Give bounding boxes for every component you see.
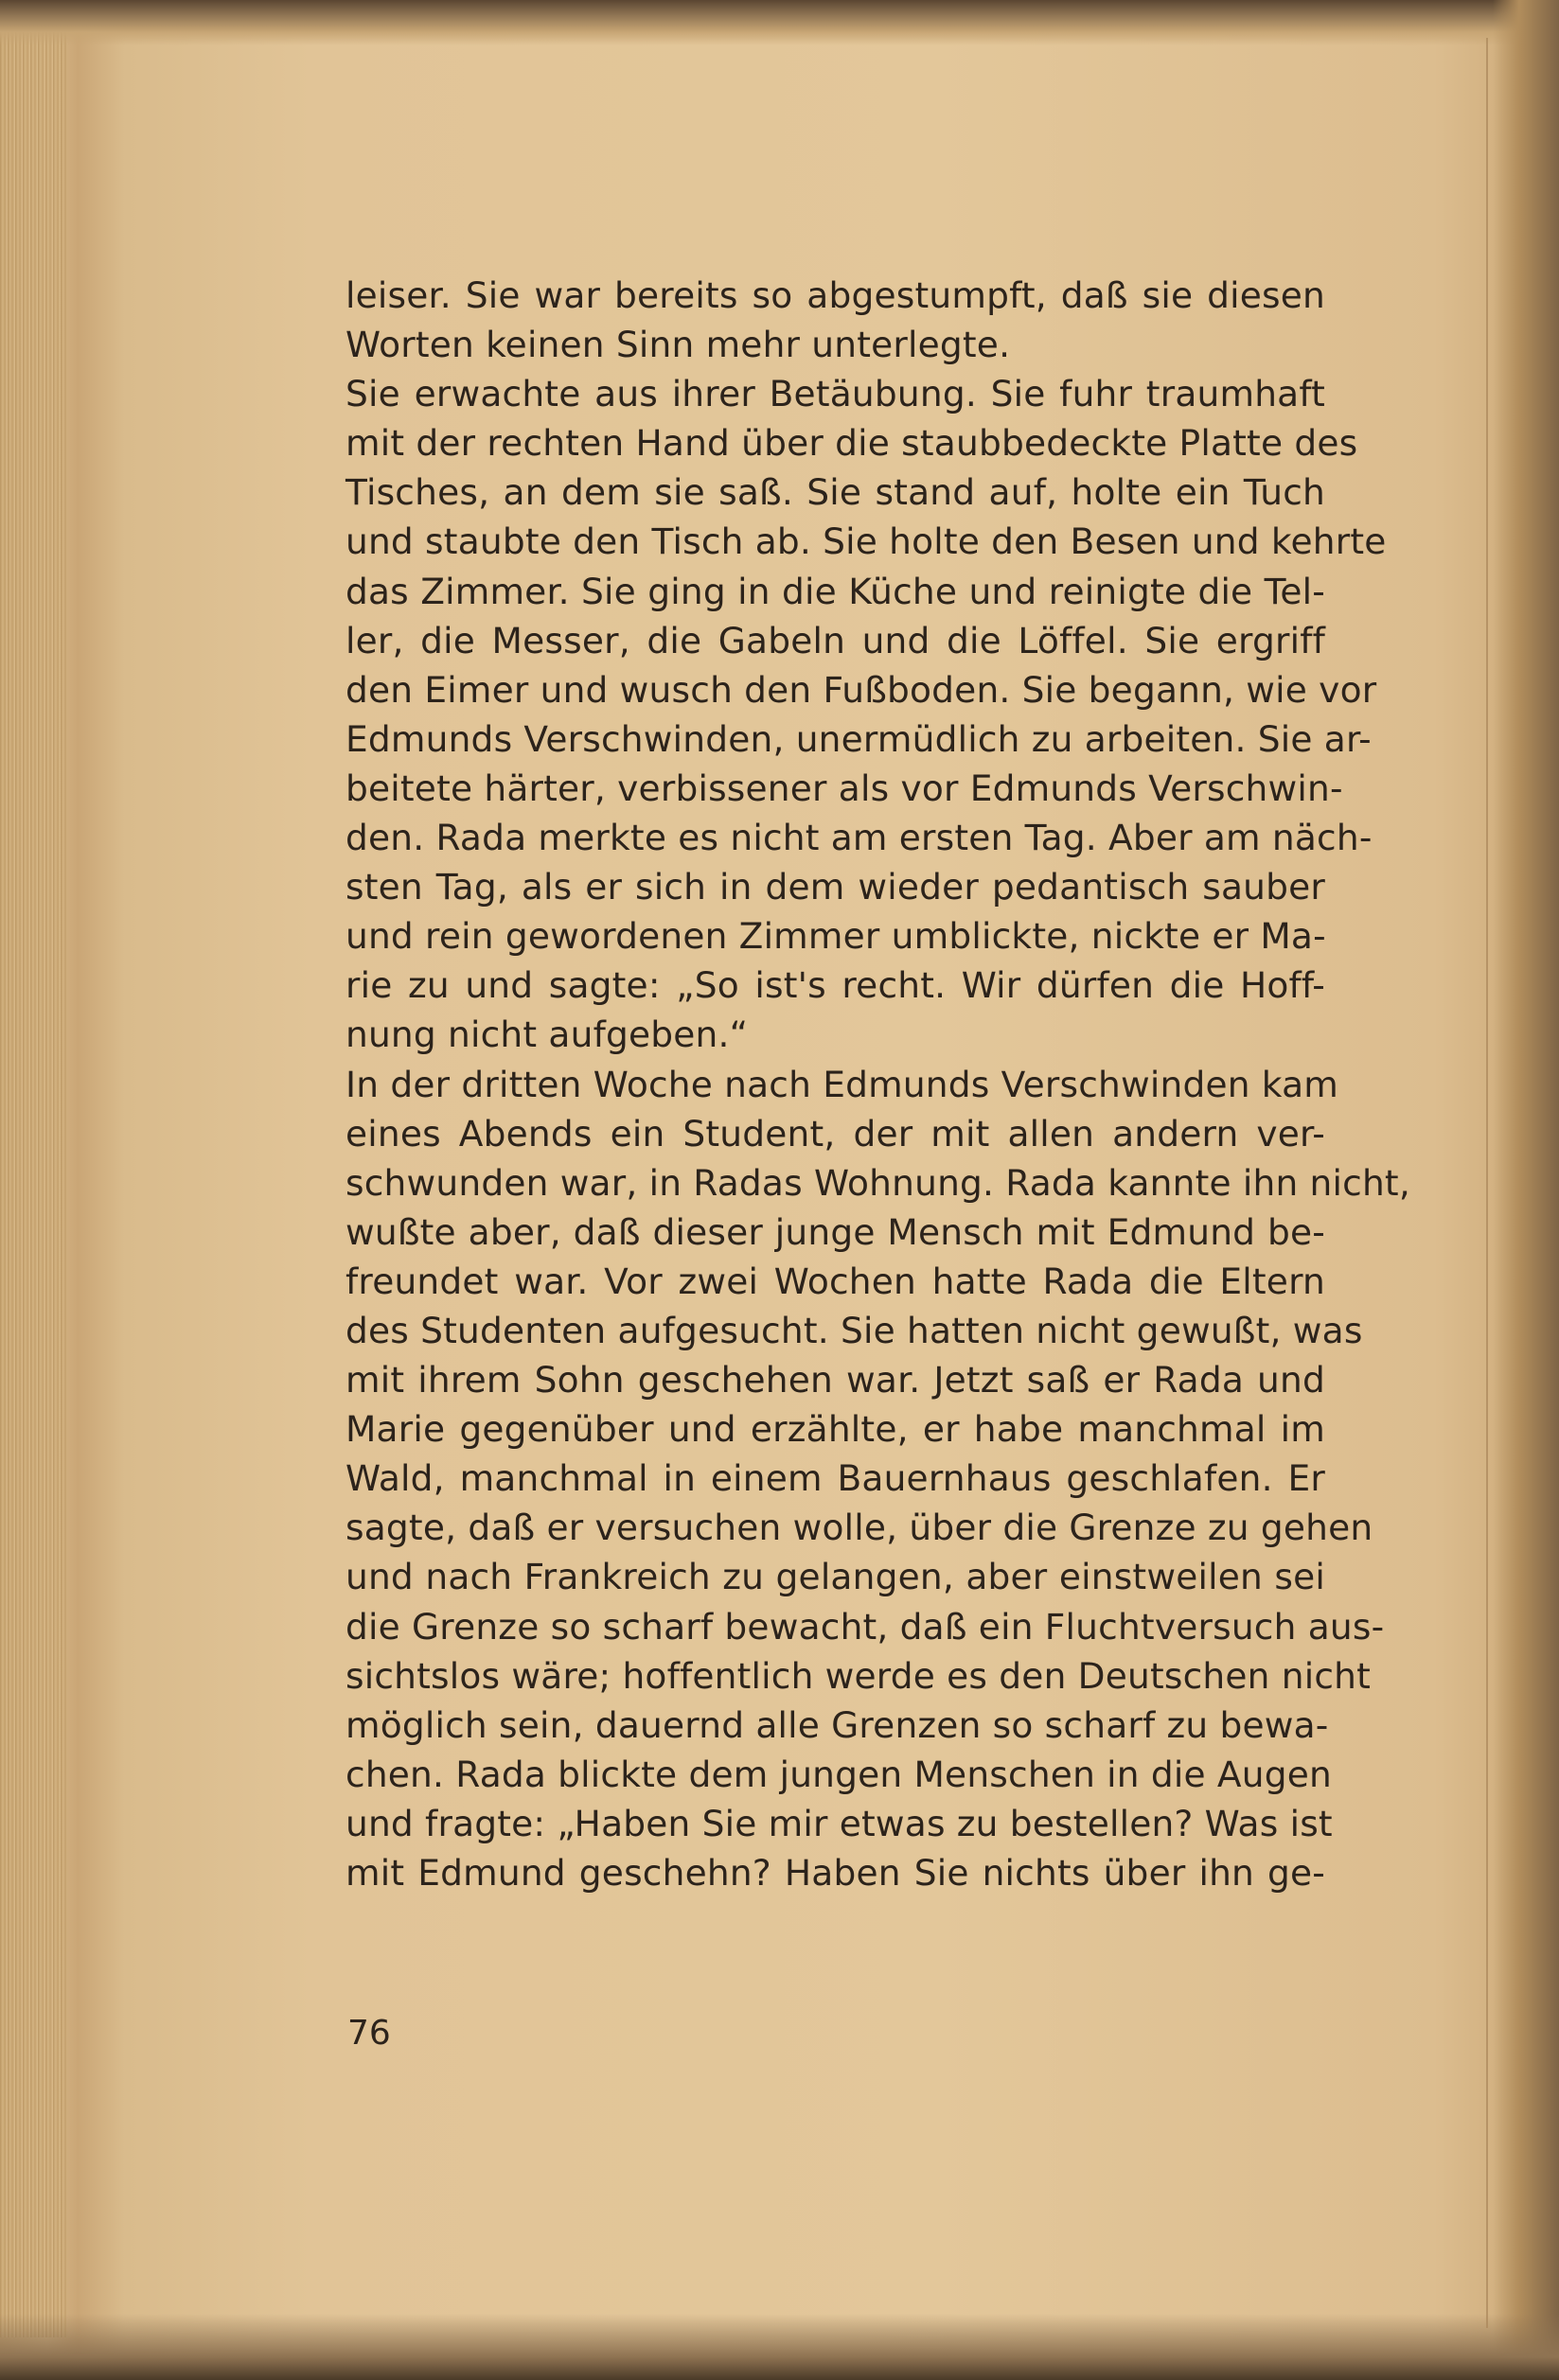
- text-line: sagte, daß er versuchen wolle, über die Grenze zu gehen: [345, 1507, 1373, 1549]
- page-number: 76: [347, 2014, 391, 2053]
- text-line: und fragte: „Haben Sie mir etwas zu bestellen? Was ist: [345, 1802, 1333, 1844]
- page-fold-line: [1486, 38, 1488, 2328]
- text-line: ler, die Messer, die Gabeln und die Löffel. Sie ergriff: [345, 619, 1325, 661]
- text-line: rie zu und sagte: „So ist's recht. Wir dürfen die Hoff-: [345, 964, 1325, 1007]
- text-line: wußte aber, daß dieser junge Mensch mit Edmund be-: [345, 1210, 1325, 1253]
- right-edge-shadow: [1493, 0, 1559, 2380]
- text-line: beitete härter, verbissener als vor Edmunds Verschwin-: [345, 767, 1343, 809]
- text-line: leiser. Sie war bereits so abgestumpft, daß sie diesen: [345, 274, 1325, 316]
- text-line: freundet war. Vor zwei Wochen hatte Rada die Eltern: [345, 1260, 1325, 1302]
- text-line: chen. Rada blickte dem jungen Menschen in die Augen: [345, 1753, 1332, 1795]
- text-line: und staubte den Tisch ab. Sie holte den Besen und kehrte: [345, 520, 1387, 563]
- text-line: sichtslos wäre; hoffentlich werde es den Deutschen nicht: [345, 1654, 1372, 1697]
- text-line: mit der rechten Hand über die staubbedeckte Platte des: [345, 422, 1358, 465]
- text-line: Worten keinen Sinn mehr unterlegte.: [345, 324, 1011, 366]
- text-line: und rein gewordenen Zimmer umblickte, nickte er Ma-: [345, 915, 1326, 958]
- bottom-edge-shadow: [0, 2314, 1559, 2380]
- text-line: Sie erwachte aus ihrer Betäubung. Sie fuhr traumhaft: [345, 373, 1325, 415]
- text-line: des Studenten aufgesucht. Sie hatten nicht gewußt, was: [345, 1309, 1363, 1351]
- page-edges: [0, 28, 66, 2337]
- text-line: mit ihrem Sohn geschehen war. Jetzt saß er Rada und: [345, 1359, 1325, 1402]
- text-line: und nach Frankreich zu gelangen, aber einstweilen sei: [345, 1556, 1325, 1598]
- text-line: eines Abends ein Student, der mit allen andern ver-: [345, 1112, 1325, 1155]
- text-line: den Eimer und wusch den Fußboden. Sie begann, wie vor: [345, 668, 1377, 711]
- text-line: nung nicht aufgeben.“: [345, 1014, 749, 1056]
- text-line: den. Rada merkte es nicht am ersten Tag. Aber am näch-: [345, 817, 1373, 859]
- text-line: Wald, manchmal in einem Bauernhaus geschlafen. Er: [345, 1457, 1325, 1500]
- text-line: In der dritten Woche nach Edmunds Verschwinden kam: [345, 1063, 1338, 1105]
- top-edge-shadow: [0, 0, 1559, 45]
- text-line: die Grenze so scharf bewacht, daß ein Fluchtversuch aus-: [345, 1605, 1385, 1648]
- text-line: Marie gegenüber und erzählte, er habe manchmal im: [345, 1408, 1325, 1451]
- text-line: Tisches, an dem sie saß. Sie stand auf, holte ein Tuch: [345, 471, 1325, 514]
- text-line: möglich sein, dauernd alle Grenzen so scharf zu bewa-: [345, 1703, 1329, 1746]
- text-line: sten Tag, als er sich in dem wieder pedantisch sauber: [345, 866, 1325, 908]
- text-line: mit Edmund geschehn? Haben Sie nichts über ihn ge-: [345, 1852, 1325, 1894]
- text-line: schwunden war, in Radas Wohnung. Rada kannte ihn nicht,: [345, 1161, 1410, 1204]
- text-line: das Zimmer. Sie ging in die Küche und reinigte die Tel-: [345, 570, 1325, 612]
- body-text: [345, 271, 1410, 1897]
- text-line: Edmunds Verschwinden, unermüdlich zu arbeiten. Sie ar-: [345, 717, 1372, 760]
